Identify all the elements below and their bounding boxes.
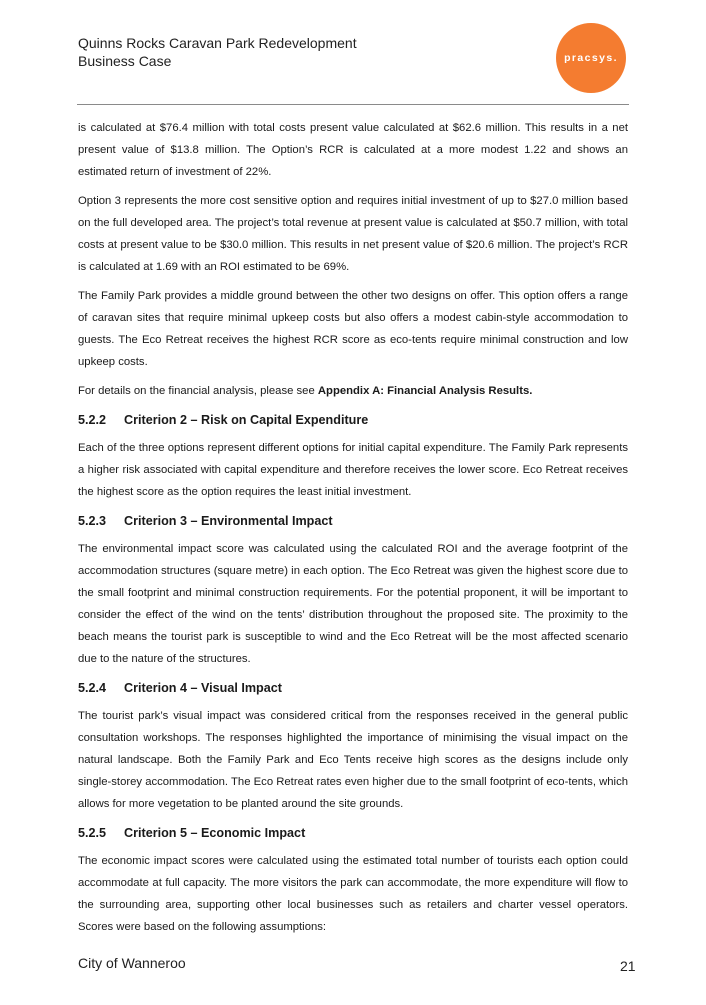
- section-title: Criterion 4 – Visual Impact: [124, 681, 282, 695]
- paragraph-appendix-reference: [78, 380, 628, 402]
- page-number: 21: [620, 958, 636, 974]
- appendix-link-text: Appendix A: Financial Analysis Results.: [317, 385, 533, 397]
- section-title: Criterion 2 – Risk on Capital Expenditure: [124, 413, 369, 427]
- section-heading-5-2-4: [78, 677, 628, 699]
- paragraph-visual-impact: The tourist park’s visual impact was considered critical from the responses received in the general public consultation workshops. The responses highlighted the importance of minimising the visual impact on the natural landscape. Both the Family Park and Eco Tents receive high scores as the designs include only single-storey accommodation. The Eco Retreat rates even higher due to the small footprint of eco-tents, which allows for more vegetation to be planted around the site grounds.: [78, 710, 628, 810]
- section-heading-5-2-2: [78, 409, 628, 431]
- logo-text: pracsys.: [564, 52, 618, 64]
- section-heading-5-2-5: [78, 822, 628, 844]
- section-number: 5.2.2: [78, 413, 107, 427]
- header-divider: [77, 104, 629, 105]
- paragraph-environmental-impact: The environmental impact score was calculated using the calculated ROI and the average footprint of the accommodation structures (square metre) in each option. The Eco Retreat was given the highest score due to the small footprint and minimal construction requirements. For the potential proponent, it will be important to consider the effect of the wind on the tents’ distribution throughout the proposed site. The proximity to the beach means the tourist park is susceptible to wind and the Eco Retreat will be the most affected scenario due to the nature of the structures.: [78, 543, 628, 665]
- footer-organization: City of Wanneroo: [78, 955, 186, 971]
- appendix-prefix: For details on the financial analysis, please see: [78, 385, 318, 397]
- section-title: Criterion 5 – Economic Impact: [124, 826, 306, 840]
- document-header-title: [78, 34, 357, 70]
- paragraph-option3-summary: Option 3 represents the more cost sensitive option and requires initial investment of up to $27.0 million based on the full developed area. The project’s total revenue at present value is calculated at $50.7 million, with total costs at present value to be $30.0 million. This results in net present value of $20.6 million. The project’s RCR is calculated at 1.69 with an ROI estimated to be 69%.: [78, 195, 628, 273]
- paragraph-option2-summary: is calculated at $76.4 million with total costs present value calculated at $62.6 million. This results in a net present value of $13.8 million. The Option’s RCR is calculated at a more modest 1.22 and shows an estimated return of investment of 22%.: [78, 122, 628, 178]
- section-heading-5-2-3: [78, 510, 628, 532]
- paragraph-economic-impact: The economic impact scores were calculated using the estimated total number of tourists each option could accommodate at full capacity. The more visitors the park can accommodate, the more expenditure will flow to the surrounding area, supporting other local businesses such as retailers and charter vessel operators. Scores were based on the following assumptions:: [78, 855, 628, 933]
- section-number: 5.2.4: [78, 681, 107, 695]
- section-title: Criterion 3 – Environmental Impact: [124, 514, 333, 528]
- document-body: [78, 117, 628, 945]
- pracsys-logo: [556, 23, 626, 93]
- paragraph-capital-risk: Each of the three options represent different options for initial capital expenditure. The Family Park represents a higher risk associated with capital expenditure and therefore receives the lower score. Eco Retreat receives the highest score as the option requires the least initial investment.: [78, 442, 628, 498]
- header-title-line1: Quinns Rocks Caravan Park Redevelopment: [78, 35, 357, 51]
- paragraph-family-park: The Family Park provides a middle ground between the other two designs on offer. This option offers a range of caravan sites that require minimal upkeep costs but also offers a modest cabin-style accommodation to guests. The Eco Retreat receives the highest RCR score as eco-tents require minimal construction and low upkeep costs.: [78, 290, 628, 368]
- section-number: 5.2.3: [78, 514, 107, 528]
- header-title-line2: Business Case: [78, 53, 172, 69]
- section-number: 5.2.5: [78, 826, 107, 840]
